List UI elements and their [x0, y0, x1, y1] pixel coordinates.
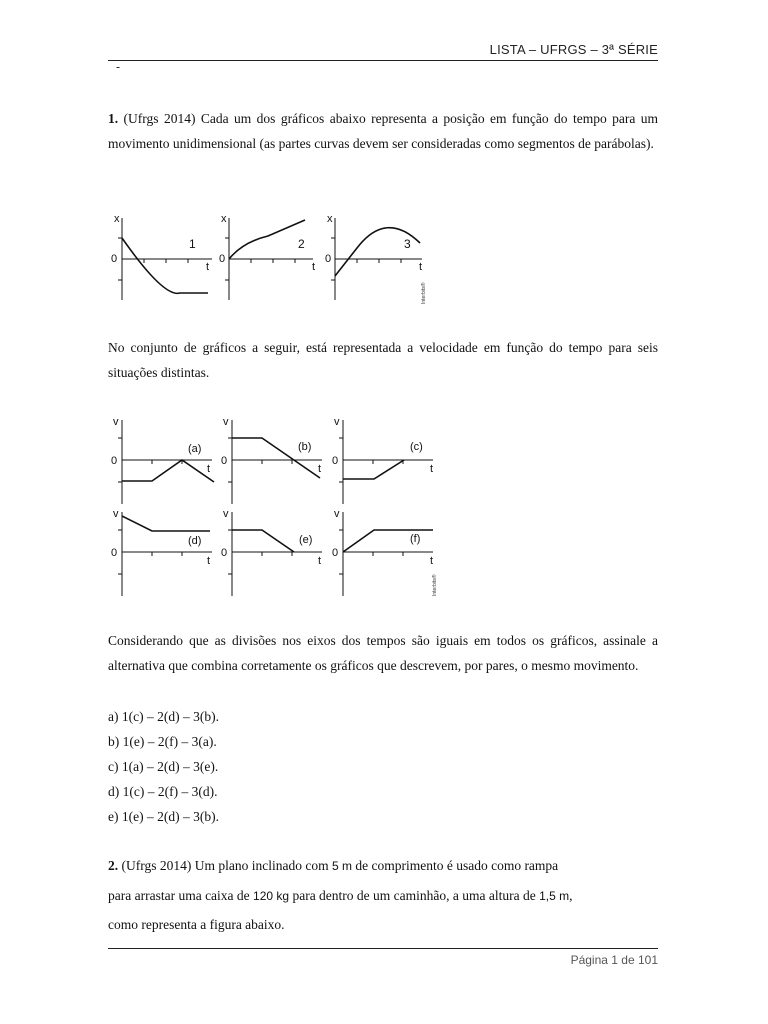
gb-axis-t: t: [318, 463, 322, 475]
q2-line-1: 2. (Ufrgs 2014) Um plano inclinado com 5 m de comprimento é usado como rampa: [108, 858, 559, 873]
g1-axis-t: t: [206, 261, 210, 273]
position-credit: Interbits®: [421, 282, 427, 304]
option-c: c) 1(a) – 2(d) – 3(e).: [108, 759, 219, 774]
q2-text-1: (Ufrgs 2014) Um plano inclinado com: [121, 858, 332, 873]
gf-origin: 0: [332, 547, 339, 559]
page-number: Página 1 de 101: [570, 953, 658, 967]
ge-line: [232, 530, 294, 552]
q2-length-value: 5 m: [331, 859, 352, 873]
gd-line: [122, 516, 210, 531]
gf-axis-v: v: [334, 508, 340, 520]
header-dash: -: [116, 60, 121, 74]
g3-curve: [335, 228, 423, 276]
ga-axis-t: t: [207, 463, 211, 475]
ga-origin: 0: [111, 455, 118, 467]
page-header: [108, 40, 658, 61]
g1-label: 1: [189, 237, 196, 251]
option-a: a) 1(c) – 2(d) – 3(b).: [108, 709, 219, 724]
g2-origin: 0: [219, 253, 226, 265]
gf-axis-t: t: [430, 555, 434, 567]
g3-origin: 0: [325, 253, 332, 265]
q2-line-2: [108, 888, 658, 904]
q1-number: 1: [108, 111, 115, 126]
ge-origin: 0: [221, 547, 228, 559]
ge-axis-t: t: [318, 555, 322, 567]
g3-axis-t: t: [419, 261, 423, 273]
option-d: d) 1(c) – 2(f) – 3(d).: [108, 784, 218, 799]
velocity-graphs-figure: [108, 412, 443, 602]
q1-mid-text: No conjunto de gráficos a seguir, está representada a velocidade em função do tempo para seis situações distintas.: [108, 340, 658, 380]
ge-axis-v: v: [223, 508, 229, 520]
q2-text-5: ,: [569, 888, 573, 903]
option-e: e) 1(e) – 2(d) – 3(b).: [108, 809, 219, 824]
g2-axis-y: x: [221, 213, 227, 225]
gc-axis-t: t: [430, 463, 434, 475]
gd-axis-t: t: [207, 555, 211, 567]
q2-text-3: para arrastar uma caixa de: [108, 888, 254, 903]
g1-origin: 0: [111, 253, 118, 265]
gd-label: (d): [188, 535, 202, 547]
q1-intro: 1. (Ufrgs 2014) Cada um dos gráficos abaixo representa a posição em função do tempo para um movimento unidimensional (as partes curvas devem ser consideradas como segmentos de parábolas).: [108, 111, 659, 151]
gb-axis-v: v: [223, 416, 229, 428]
ga-line: [122, 460, 214, 482]
g1-axis-y: x: [114, 213, 120, 225]
q1-question: Considerando que as divisões nos eixos dos tempos são iguais em todos os gráficos, assinale a alternativa que combina corretamente os gráficos que descrevem, por pares, o mesmo movimento.: [108, 633, 658, 673]
gd-origin: 0: [111, 547, 118, 559]
g2-axis-t: t: [312, 261, 316, 273]
q1-intro-text: (Ufrgs 2014) Cada um dos gráficos abaixo representa a posição em função do tempo para um movimento unidimensional (as partes curvas devem ser consideradas como segmentos de parábolas).: [108, 111, 659, 151]
header-title: LISTA – UFRGS – 3ª SÉRIE: [489, 42, 658, 57]
gf-label: (f): [410, 533, 421, 545]
g2-curve: [229, 220, 305, 259]
gb-label: (b): [298, 441, 312, 453]
ga-label: (a): [188, 443, 202, 455]
ga-axis-v: v: [113, 416, 119, 428]
q2-number: 2: [108, 858, 115, 873]
gc-origin: 0: [332, 455, 339, 467]
page-footer: [108, 948, 658, 967]
position-graphs-figure: [108, 208, 438, 308]
gc-axis-v: v: [334, 416, 340, 428]
gd-axis-v: v: [113, 508, 119, 520]
q2-mass-value: 120 kg: [253, 889, 290, 903]
gc-label: (c): [410, 441, 423, 453]
q2-text-2: de comprimento é usado como rampa: [351, 858, 559, 873]
g2-label: 2: [298, 237, 305, 251]
option-b: b) 1(e) – 2(f) – 3(a).: [108, 734, 217, 749]
ge-label: (e): [299, 534, 313, 546]
g3-label: 3: [404, 237, 411, 251]
q2-line-3: como representa a figura abaixo.: [108, 917, 285, 932]
q2-text-4: para dentro de um caminhão, a uma altura de: [289, 888, 540, 903]
q2-height-value: 1,5 m: [539, 889, 570, 903]
velocity-credit: Interbits®: [432, 574, 438, 596]
g3-axis-y: x: [327, 213, 333, 225]
gb-origin: 0: [221, 455, 228, 467]
